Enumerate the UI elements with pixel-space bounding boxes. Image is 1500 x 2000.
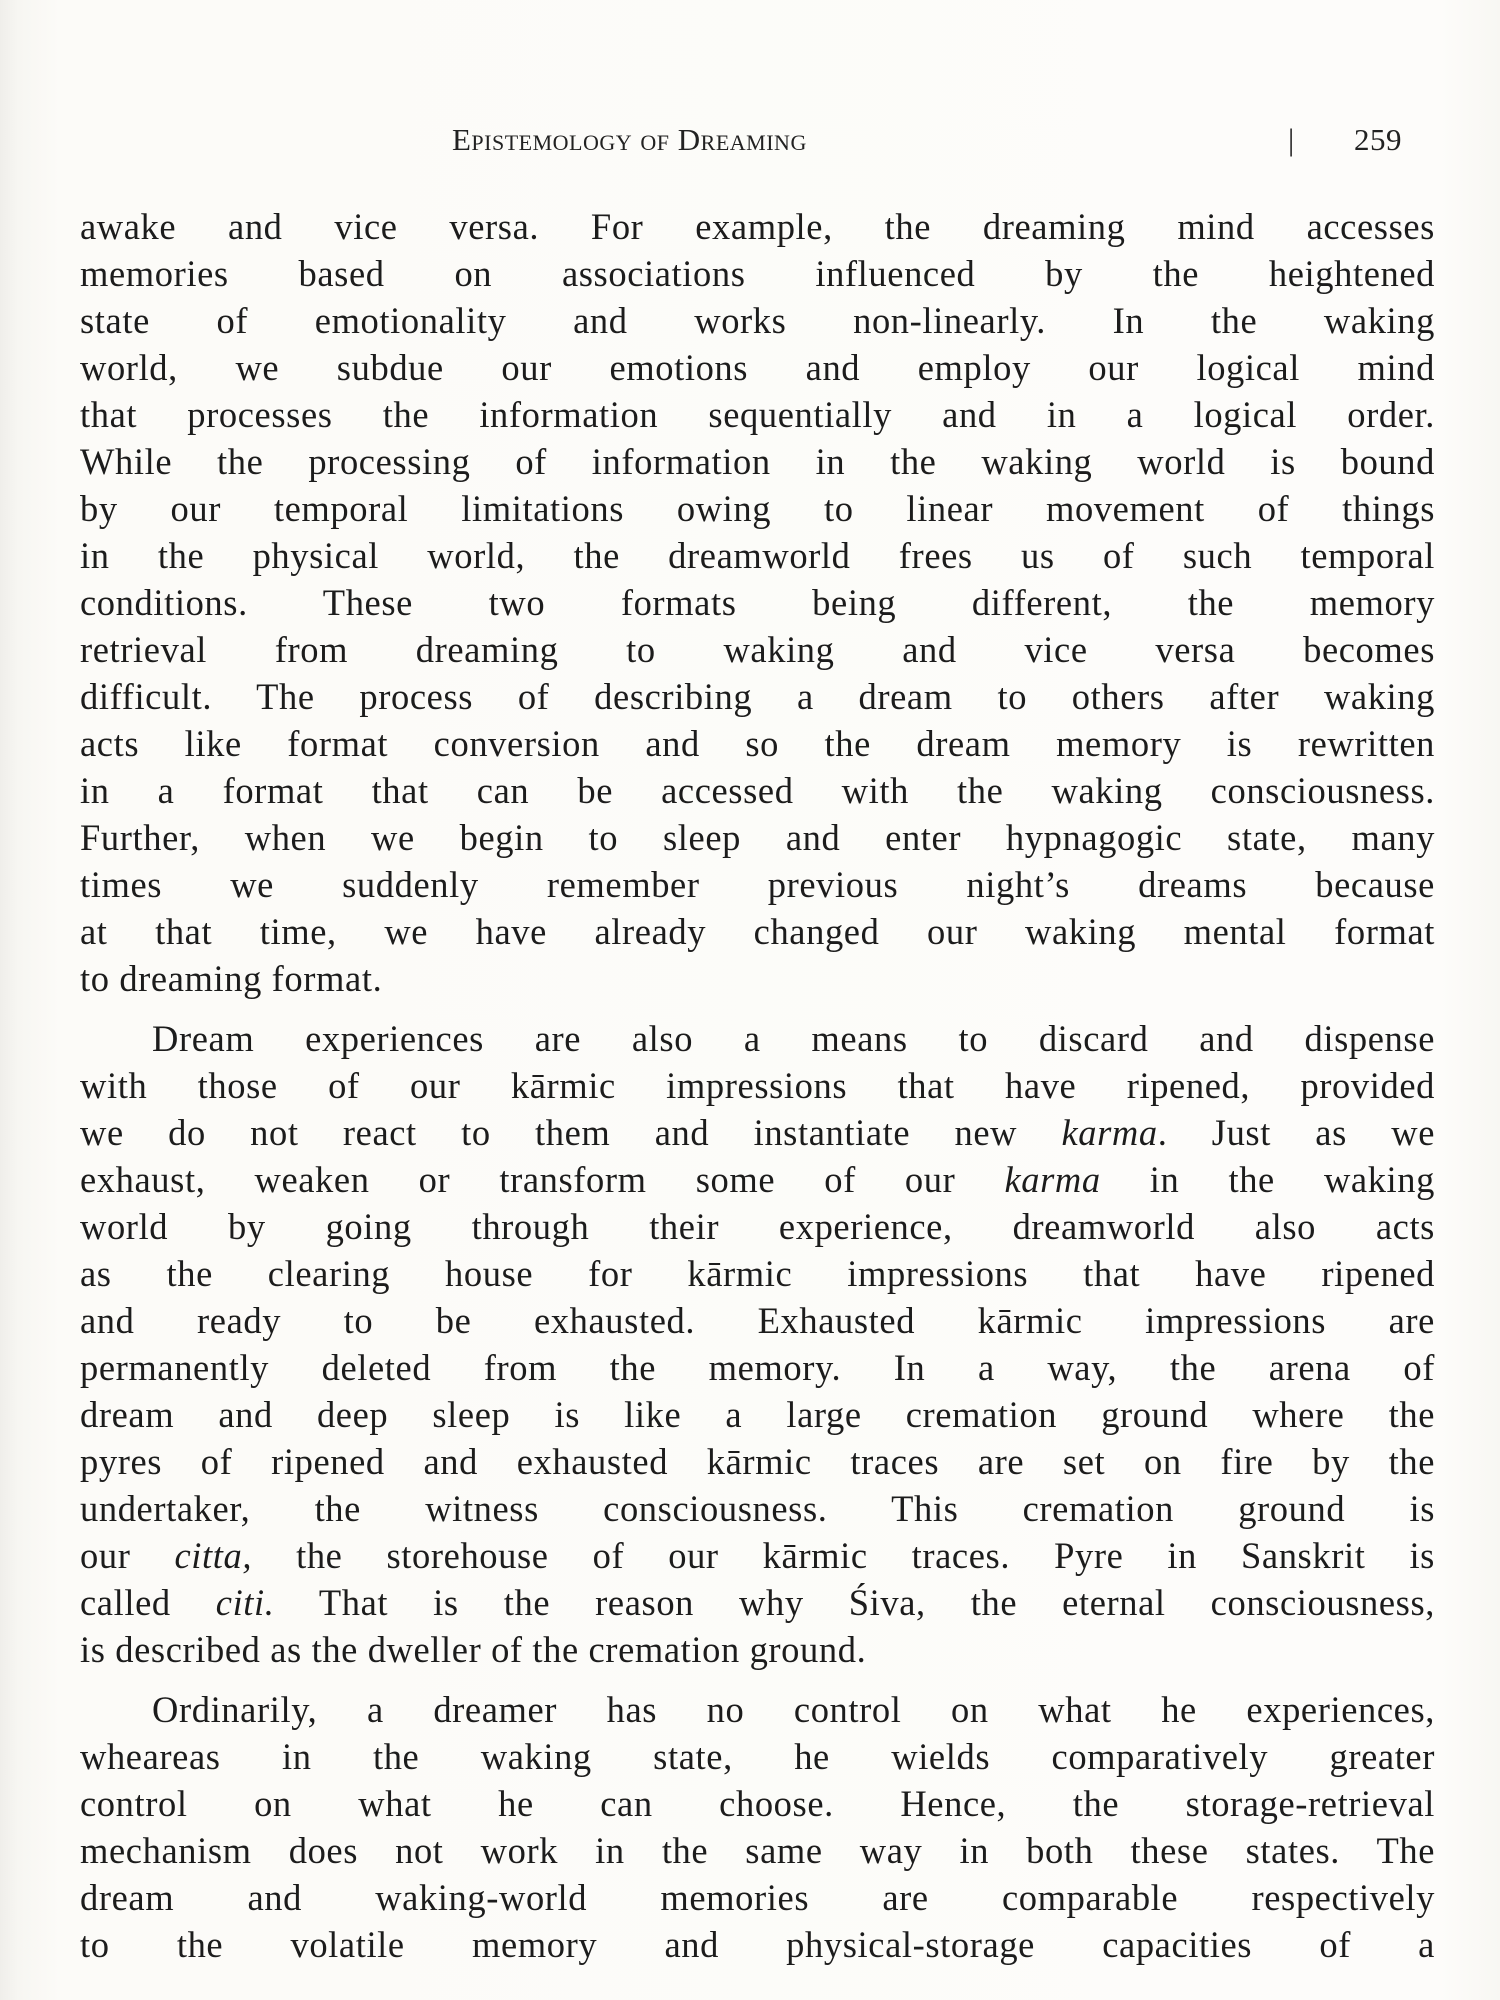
text-line: by our temporal limitations owing to linear movement of things (80, 488, 1435, 529)
text-line: Further, when we begin to sleep and enter hypnagogic state, many (80, 817, 1435, 858)
text-line: state of emotionality and works non-linearly. In the waking (80, 300, 1435, 341)
page-separator: | (1288, 122, 1295, 157)
paragraph (80, 1015, 1435, 1673)
text-line: with those of our kārmic impressions that have ripened, provided (80, 1065, 1435, 1106)
text-line: in the physical world, the dreamworld frees us of such temporal (80, 535, 1435, 576)
text-line: memories based on associations influenced by the heightened (80, 253, 1435, 294)
text-line: is described as the dweller of the cremation ground. (80, 1629, 867, 1670)
text-line: permanently deleted from the memory. In a way, the arena of (80, 1347, 1435, 1388)
text-line: awake and vice versa. For example, the dreaming mind accesses (80, 206, 1435, 247)
text-line: control on what he can choose. Hence, the storage-retrieval (80, 1783, 1435, 1824)
text-line: retrieval from dreaming to waking and vice versa becomes (80, 629, 1435, 670)
text-line: conditions. These two formats being different, the memory (80, 582, 1435, 623)
text-line: mechanism does not work in the same way in both these states. The (80, 1830, 1435, 1871)
running-head (452, 122, 1402, 166)
text-line: undertaker, the witness consciousness. This cremation ground is (80, 1488, 1435, 1529)
text-line: Ordinarily, a dreamer has no control on what he experiences, (152, 1689, 1435, 1730)
text-line: in a format that can be accessed with the waking consciousness. (80, 770, 1435, 811)
text-line: as the clearing house for kārmic impressions that have ripened (80, 1253, 1435, 1294)
text-line: called citi. That is the reason why Śiva, the eternal consciousness, (80, 1582, 1435, 1623)
text-line: wheareas in the waking state, he wields comparatively greater (80, 1736, 1435, 1777)
text-line: to the volatile memory and physical-storage capacities of a (80, 1924, 1435, 1965)
text-line: our citta, the storehouse of our kārmic traces. Pyre in Sanskrit is (80, 1535, 1435, 1576)
italic-term: karma (1061, 1112, 1158, 1153)
paragraph (80, 1686, 1435, 1968)
text-line: at that time, we have already changed our waking mental format (80, 911, 1435, 952)
italic-term: karma (1004, 1159, 1101, 1200)
text-line: Dream experiences are also a means to discard and dispense (152, 1018, 1435, 1059)
text-line: exhaust, weaken or transform some of our karma in the waking (80, 1159, 1435, 1200)
text-line: world, we subdue our emotions and employ our logical mind (80, 347, 1435, 388)
text-line: dream and waking-world memories are comparable respectively (80, 1877, 1435, 1918)
text-line: that processes the information sequentially and in a logical order. (80, 394, 1435, 435)
text-line: pyres of ripened and exhausted kārmic traces are set on fire by the (80, 1441, 1435, 1482)
paragraph (80, 203, 1435, 1002)
italic-term: citi. (215, 1582, 275, 1623)
text-line: While the processing of information in the waking world is bound (80, 441, 1435, 482)
text-line: we do not react to them and instantiate new karma. Just as we (80, 1112, 1435, 1153)
page-number: 259 (1354, 122, 1402, 157)
text-line: world by going through their experience, dreamworld also acts (80, 1206, 1435, 1247)
text-line: dream and deep sleep is like a large cremation ground where the (80, 1394, 1435, 1435)
text-line: acts like format conversion and so the dream memory is rewritten (80, 723, 1435, 764)
running-title: Epistemology of Dreaming (452, 122, 807, 157)
text-line: times we suddenly remember previous night’s dreams because (80, 864, 1435, 905)
text-line: and ready to be exhausted. Exhausted kārmic impressions are (80, 1300, 1435, 1341)
body-text (80, 203, 1435, 1968)
italic-term: citta, (174, 1535, 253, 1576)
text-line: difficult. The process of describing a dream to others after waking (80, 676, 1435, 717)
text-line: to dreaming format. (80, 958, 383, 999)
